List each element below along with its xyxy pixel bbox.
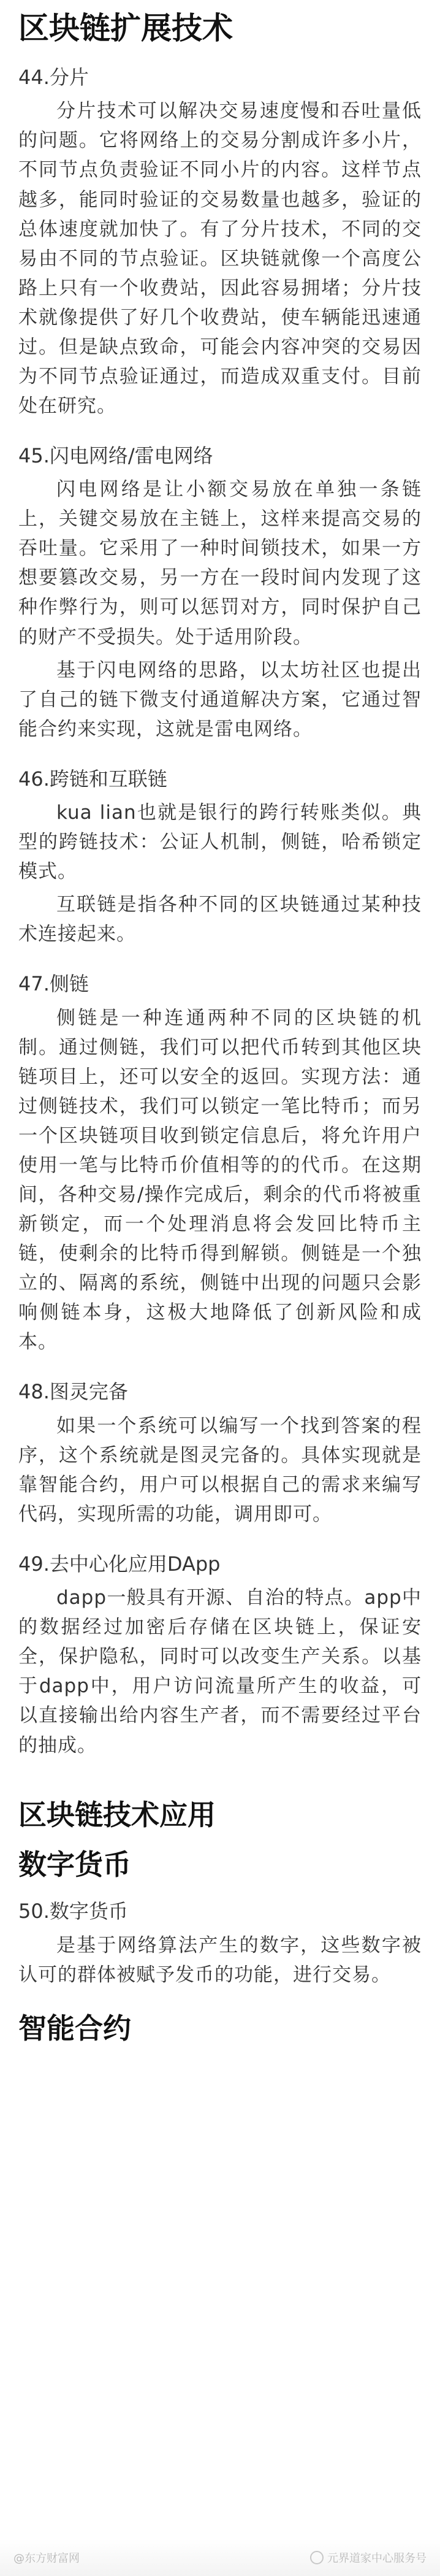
paragraph-46-2: 互联链是指各种不同的区块链通过某种技术连接起来。 [18, 894, 422, 946]
section-title-48: 48.图灵完备 [18, 1380, 128, 1404]
section-45 [18, 442, 422, 744]
section-title-45: 45.闪电网络/雷电网络 [18, 443, 213, 467]
paragraph-45-2: 基于闪电网络的思路，以太坊社区也提出了自己的链下微支付通道解决方案，它通过智能合约来实现，这就是雷电网络。 [18, 659, 422, 740]
watermark-right: 元界道家中心服务号 [327, 2552, 427, 2565]
paragraph-47-1: 侧链是一种连通两种不同的区块链的机制。通过侧链，我们可以把代币转到其他区块链项目上，还可以安全的返回。实现方法：通过侧链技术，我们可以锁定一笔比特币；而另一个区块链项目收到锁定信息后，将允许用户使用一笔与比特币价值相等的的代币。在这期间，各种交易/操作完成后，剩余的代币将被重新锁定，而一个处理消息将会发回比特币主链，使剩余的比特币得到解锁。侧链是一个独立的、隔离的系统，侧链中出现的问题只会影响侧链本身，这极大地降低了创新风险和成本。 [18, 1006, 422, 1354]
heading-smart-contract: 智能合约 [18, 2011, 131, 2045]
section-47 [18, 970, 422, 1357]
section-50 [18, 1897, 422, 1989]
watermark-right-group [310, 2550, 427, 2566]
paragraph-49-1: dapp一般具有开源、自治的特点。app中的数据经过加密后存储在区块链上，保证安全，保护隐私，同时可以改变生产关系。以基于dapp中，用户访问流量所产生的收益，可以直接输出给内容生产者，而不需要经过平台的抽成。 [18, 1587, 422, 1757]
heading-extension-tech: 区块链扩展技术 [18, 10, 233, 46]
wechat-logo-icon [310, 2551, 324, 2564]
heading-tech-application: 区块链技术应用 [18, 1798, 216, 1831]
section-title-50: 50.数字货币 [18, 1899, 128, 1923]
section-title-47: 47.侧链 [18, 972, 89, 996]
heading-digital-currency: 数字货币 [18, 1848, 131, 1882]
spacer [18, 1781, 422, 1797]
paragraph-46-1: kua lian也就是银行的跨行转账类似。典型的跨链技术：公证人机制，侧链，哈希锁定模式。 [18, 802, 422, 883]
section-title-46: 46.跨链和互联链 [18, 767, 167, 791]
paragraph-48-1: 如果一个系统可以编写一个找到答案的程序，这个系统就是图灵完备的。具体实现就是靠智能合约，用户可以根据自己的需求来编写代码，实现所需的功能，调用即可。 [18, 1414, 422, 1525]
section-48 [18, 1378, 422, 1529]
paragraph-44-1: 分片技术可以解决交易速度慢和吞吐量低的问题。它将网络上的交易分割成许多小片，不同节点负责验证不同小片的内容。这样节点越多，能同时验证的交易数量也越多，验证的总体速度就加快了。有了分片技术，不同的交易由不同的节点验证。区块链就像一个高度公路上只有一个收费站，因此容易拥堵；分片技术就像提供了好几个收费站，使车辆能迅速通过。但是缺点致命，可能会内容冲突的交易因为不同节点验证通过，而造成双重支付。目前处在研究。 [18, 100, 422, 417]
watermark-bar [0, 2539, 440, 2576]
section-title-49: 49.去中心化应用DApp [18, 1552, 221, 1576]
section-title-44: 44.分片 [18, 66, 89, 89]
paragraph-50-1: 是基于网络算法产生的数字，这些数字被认可的群体被赋予发币的功能，进行交易。 [18, 1934, 422, 1986]
section-49 [18, 1550, 422, 1760]
section-46 [18, 765, 422, 949]
watermark-left: @东方财富网 [13, 2552, 80, 2565]
section-44 [18, 63, 422, 421]
paragraph-45-1: 闪电网络是让小额交易放在单独一条链上，关键交易放在主链上，这样来提高交易的吞吐量。它采用了一种时间锁技术，如果一方想要篡改交易，另一方在一段时间内发现了这种作弊行为，则可以惩罚对方，同时保护自己的财产不受损失。处于适用阶段。 [18, 478, 422, 648]
